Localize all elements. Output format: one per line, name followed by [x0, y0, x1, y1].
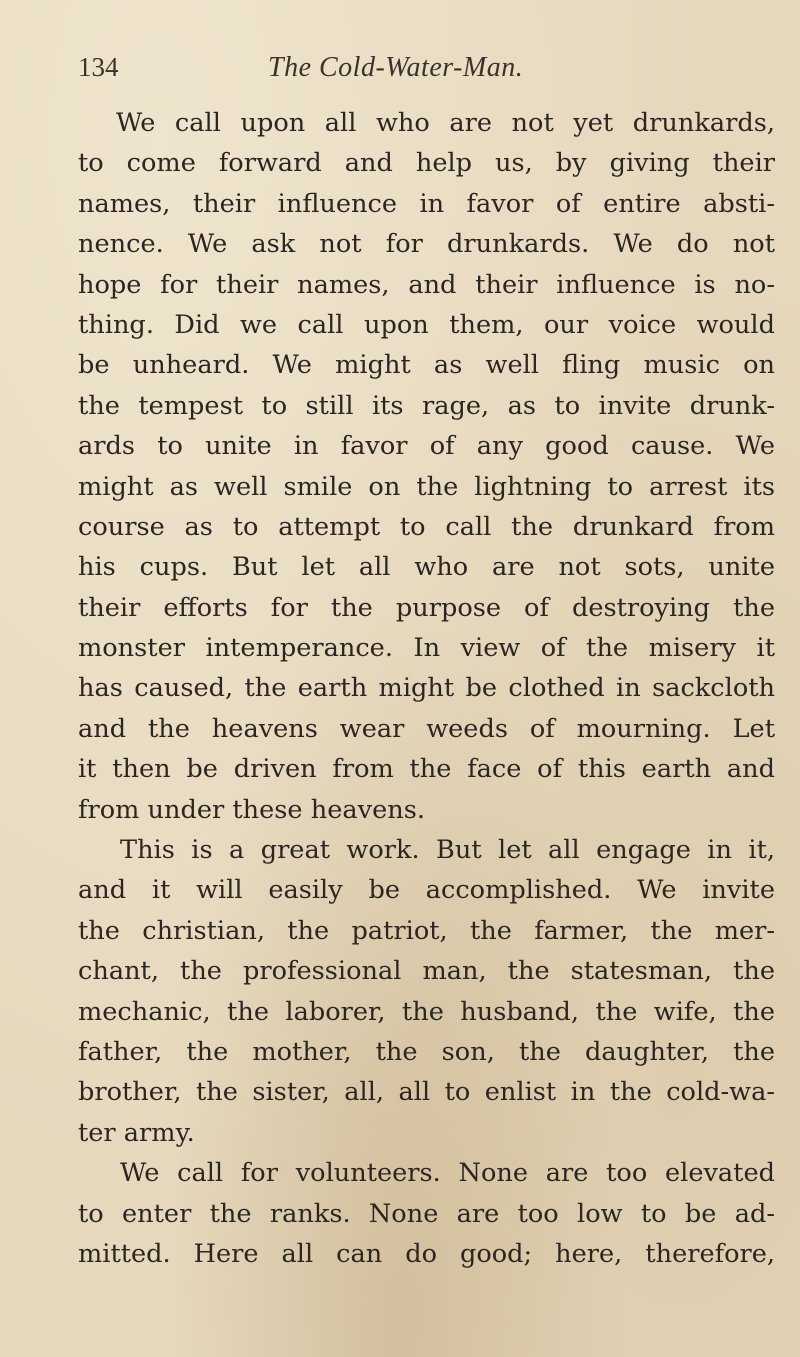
text-line: to come forward and help us, by giving their	[78, 148, 775, 179]
page-number: 134	[78, 52, 119, 82]
text-line: brother, the sister, all, all to enlist in the cold-wa-	[78, 1077, 775, 1108]
running-head	[78, 52, 778, 92]
text-line: thing. Did we call upon them, our voice would	[78, 309, 775, 340]
text-line: ards to unite in favor of any good cause. We	[78, 431, 775, 462]
text-line: names, their influence in favor of entire absti-	[78, 188, 775, 219]
text-line: nence. We ask not for drunkards. We do not	[78, 229, 775, 260]
running-title: The Cold-Water-Man.	[268, 52, 524, 83]
text-line: father, the mother, the son, the daughter, the	[78, 1036, 775, 1067]
text-line: mechanic, the laborer, the husband, the wife, the	[78, 996, 775, 1027]
text-line: mitted. Here all can do good; here, therefore,	[78, 1238, 775, 1269]
text-line: chant, the professional man, the statesman, the	[78, 956, 775, 987]
text-line: and the heavens wear weeds of mourning. Let	[78, 713, 775, 744]
text-line: hope for their names, and their influence is no-	[78, 269, 775, 300]
text-line: might as well smile on the lightning to arrest its	[78, 471, 775, 502]
text-line: course as to attempt to call the drunkard from	[78, 511, 775, 542]
text-line: from under these heavens.	[78, 794, 425, 825]
text-line: monster intemperance. In view of the misery it	[78, 633, 775, 664]
text-line: it then be driven from the face of this earth and	[78, 754, 775, 785]
body-text	[78, 103, 775, 1274]
text-line: the christian, the patriot, the farmer, the mer-	[78, 915, 775, 946]
text-line: the tempest to still its rage, as to invite drunk-	[78, 390, 775, 421]
text-line: and it will easily be accomplished. We invite	[78, 875, 775, 906]
text-line: We call for volunteers. None are too elevated	[120, 1158, 775, 1189]
text-line: We call upon all who are not yet drunkards,	[116, 108, 775, 138]
text-line: This is a great work. But let all engage in it,	[120, 835, 775, 866]
text-line: their efforts for the purpose of destroying the	[78, 592, 775, 623]
text-line: has caused, the earth might be clothed in sackcloth	[78, 673, 775, 704]
text-line: to enter the ranks. None are too low to be ad-	[78, 1198, 775, 1229]
text-line: his cups. But let all who are not sots, unite	[78, 552, 775, 583]
text-line: be unheard. We might as well fling music on	[78, 350, 775, 381]
text-line: ter army.	[78, 1117, 195, 1148]
